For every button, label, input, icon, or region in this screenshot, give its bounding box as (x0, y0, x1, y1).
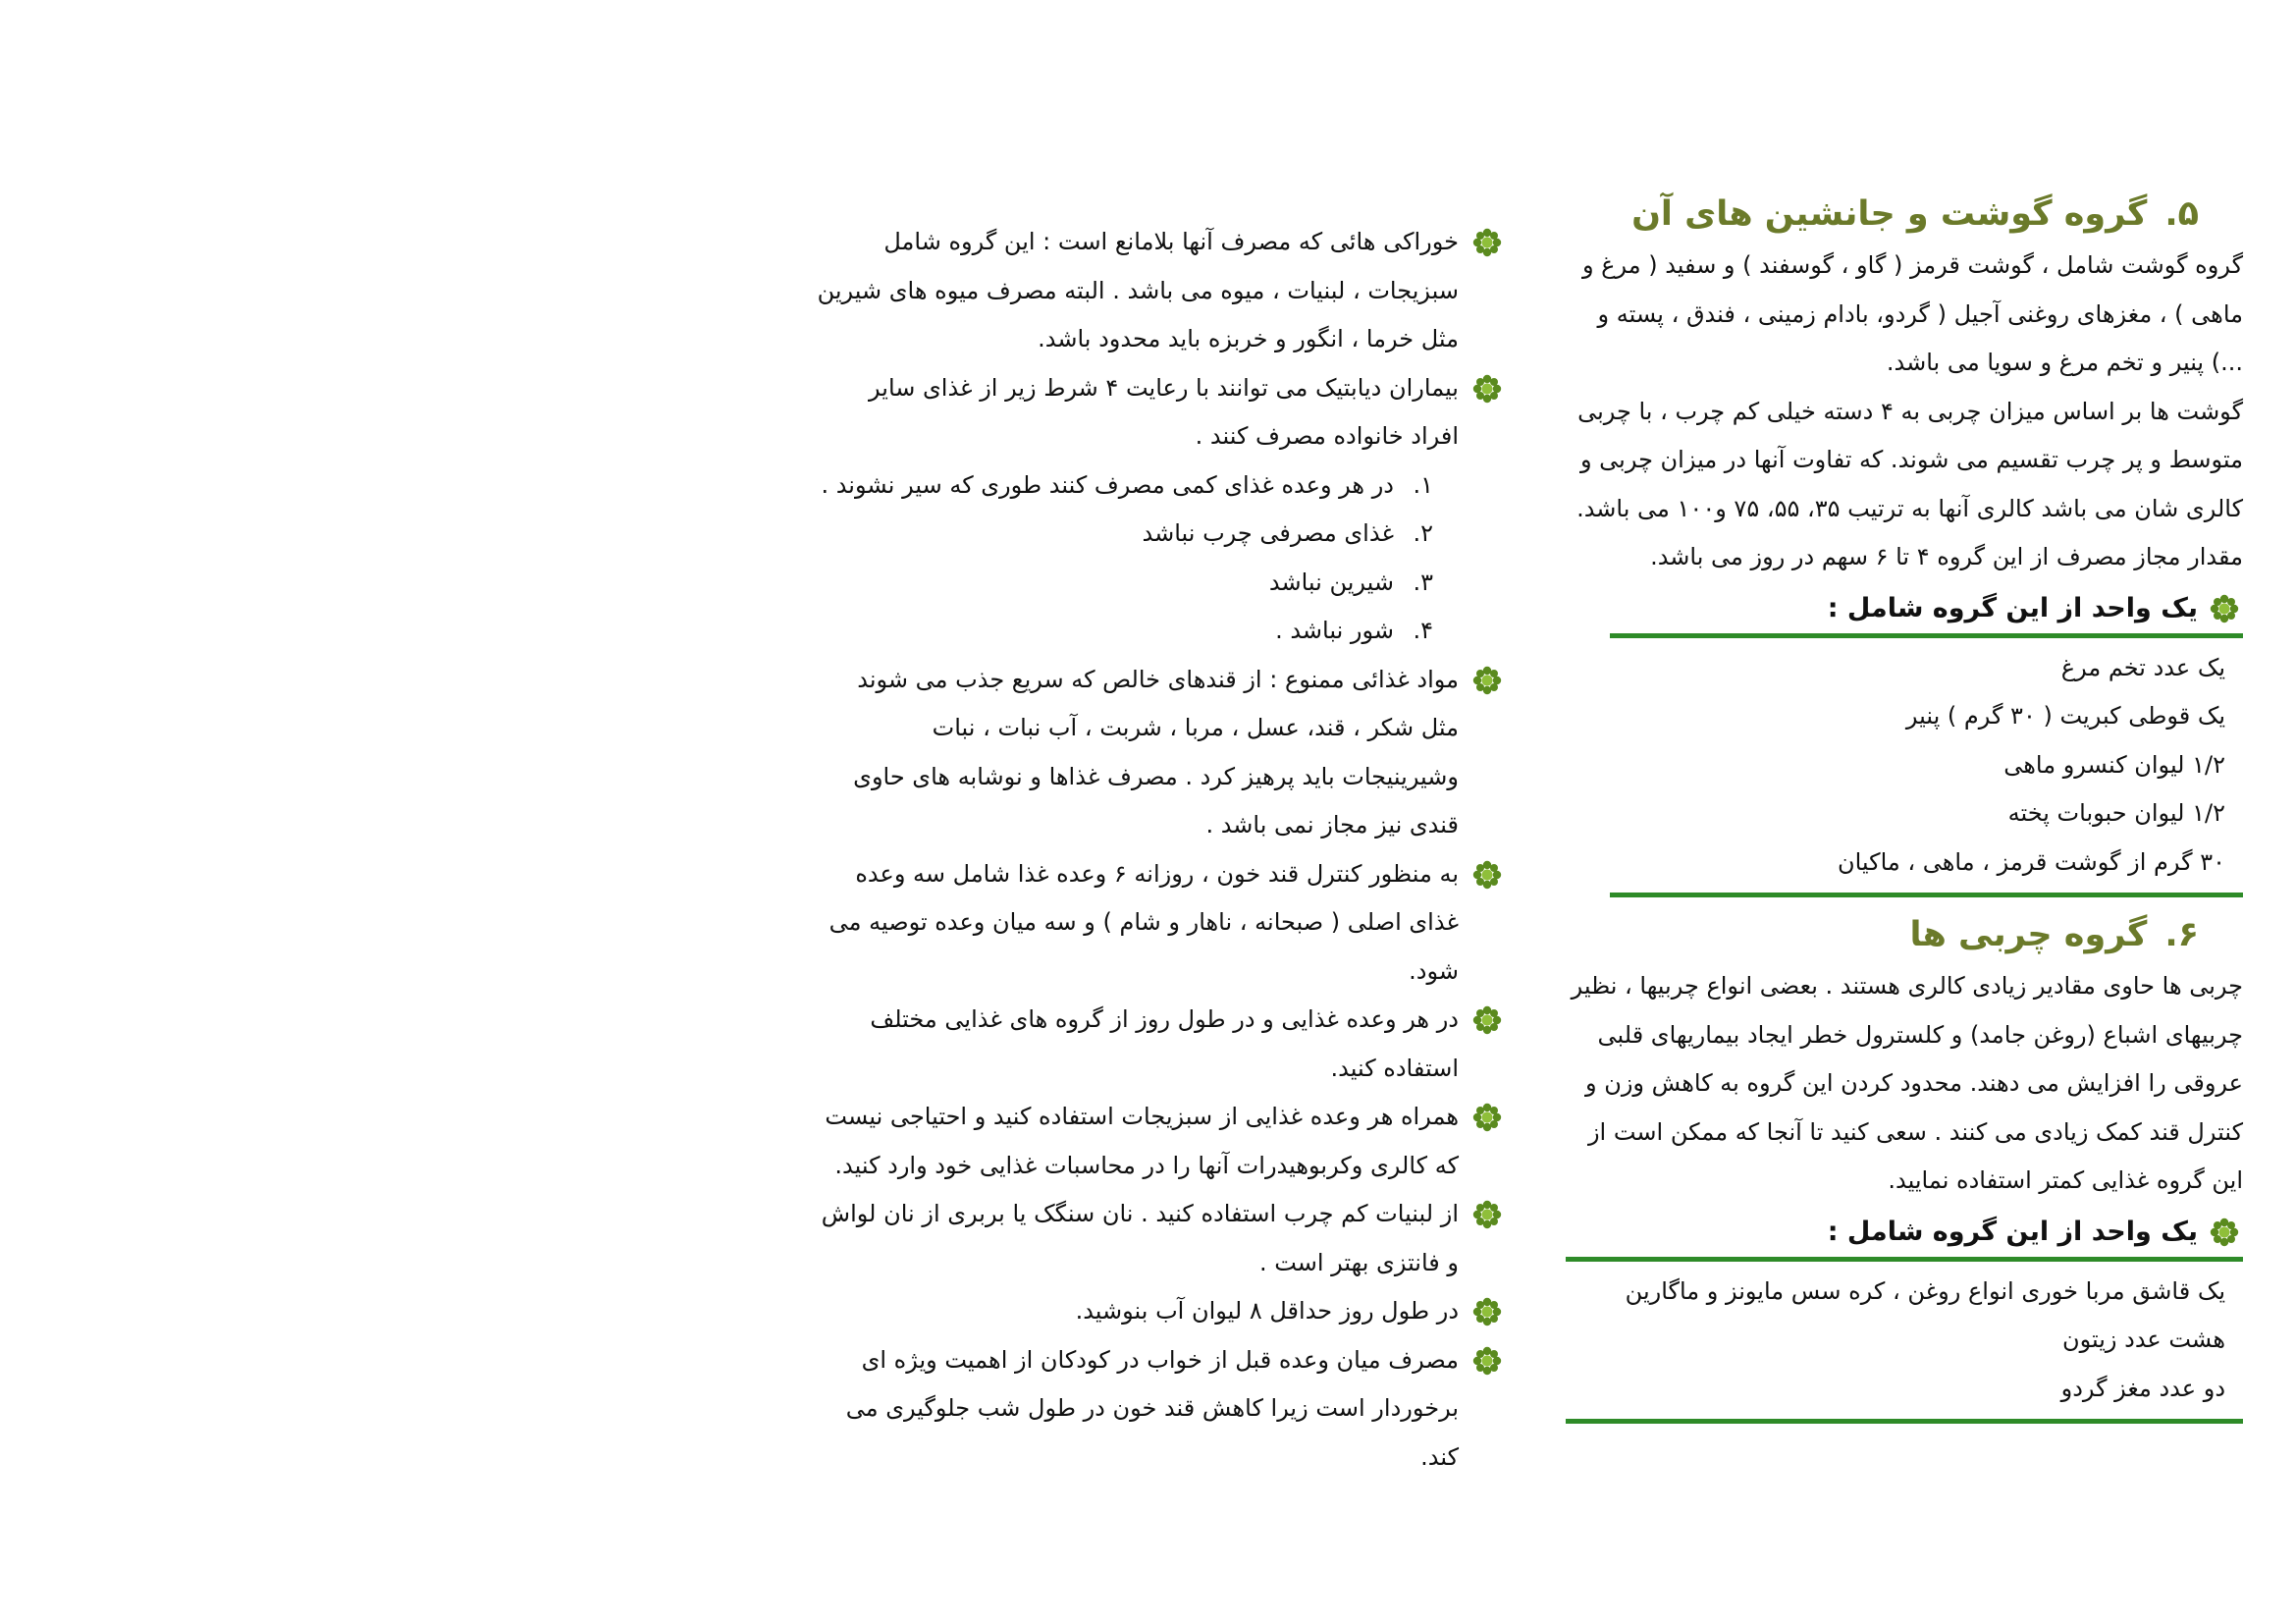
bullet-text: مواد غذائی ممنوع : از قندهای خالص که سریع جذب می شوند مثل شکر ، قند، عسل ، مربا ، شربت ، آب نبات ، نبات وشیرینیجات باید پرهیز کرد . مصرف غذاها و نوشابه های حاوی قندی نیز مجاز نمی باشد . (853, 665, 1459, 839)
green-flower-icon (1472, 1103, 1502, 1132)
bullet-text: همراه هر وعده غذایی از سبزیجات استفاده کنید و احتیاجی نیست که کالری وکربوهیدرات آنها را در محاسبات غذایی خود وارد کنید. (825, 1103, 1459, 1179)
green-flower-icon (1472, 666, 1502, 695)
list-item: یک قوطی کبریت ( ۳۰ گرم ) پنیر (1905, 702, 2225, 730)
section-5-heading (1566, 187, 2243, 242)
section-6-heading (1566, 907, 2243, 962)
unit-heading-text: یک واحد از این گروه شامل : (1827, 592, 2198, 623)
section-title: گروه چربی ها (1909, 915, 2148, 954)
bullet-text: خوراکی هائی که مصرف آنها بلامانع است : این گروه شامل سبزیجات ، لبنیات ، میوه می باشد . البته مصرف میوه های شیرین مثل خرما ، انگور و خربزه باید محدود باشد. (817, 228, 1459, 352)
green-flower-icon (1472, 374, 1502, 404)
bullet-text: به منظور کنترل قند خون ، روزانه ۶ وعده غذا شامل سه وعده غذای اصلی ( صبحانه ، ناهار و شام ) و سه میان وعده توصیه می شود. (828, 859, 1459, 985)
condition-item (815, 607, 1433, 656)
condition-item (815, 510, 1433, 559)
condition-text: غذای مصرفی چرب نباشد (1142, 519, 1394, 547)
bullet-item (815, 1336, 1502, 1483)
condition-item (815, 461, 1433, 511)
condition-text: شیرین نباشد (1268, 568, 1394, 596)
condition-number: ۱. (1413, 470, 1433, 499)
right-column (1566, 187, 2243, 1424)
green-flower-icon (1472, 1005, 1502, 1035)
green-flower-icon (2210, 1218, 2239, 1247)
divider (1566, 1419, 2243, 1424)
list-item: ۳۰ گرم از گوشت قرمز ، ماهی ، ماکیان (1837, 847, 2225, 876)
bullet-item (815, 850, 1502, 997)
list-item: ۱/۲ لیوان کنسرو ماهی (2003, 750, 2225, 779)
list-item: یک قاشق مربا خوری انواع روغن ، کره سس مایونز و ماگارین (1625, 1276, 2225, 1305)
unit-heading-text: یک واحد از این گروه شامل : (1827, 1216, 2198, 1247)
condition-number: ۴. (1413, 617, 1433, 644)
section-title: گروه گوشت و جانشین های آن (1631, 194, 2148, 234)
divider (1610, 893, 2243, 897)
bullet-item (815, 1190, 1502, 1287)
conditions-list (815, 461, 1502, 656)
green-flower-icon (1472, 860, 1502, 890)
list-item: دو عدد مغز گردو (2060, 1374, 2225, 1402)
bullet-text: در هر وعده غذایی و در طول روز از گروه های غذایی مختلف استفاده کنید. (870, 1005, 1459, 1082)
unit-heading (1566, 1208, 2243, 1257)
bullet-item (815, 1287, 1502, 1336)
green-flower-icon (1472, 1200, 1502, 1229)
bullet-item (815, 656, 1502, 850)
paragraph: چربی ها حاوی مقادیر زیادی کالری هستند . بعضی انواع چربیها ، نظیر چربیهای اشباع (روغن جامد) و کلسترول خطر ایجاد بیماریهای قلبی عروقی را افزایش می دهند. محدود کردن این گروه به کاهش وزن و کنترل قند کمک زیادی می کنند . سعی کنید تا آنجا که ممکن است از این گروه غذایی کمتر استفاده نمایید. (1571, 972, 2243, 1194)
paragraph: گوشت ها بر اساس میزان چربی به ۴ دسته خیلی کم چرب ، با چربی متوسط و پر چرب تقسیم می شوند. که تفاوت آنها در میزان چربی و کالری شان می باشد کالری آنها به ترتیب ۳۵، ۵۵، ۷۵ و۱۰۰ می باشد. مقدار مجاز مصرف از این گروه ۴ تا ۶ سهم در روز می باشد. (1576, 397, 2243, 570)
condition-number: ۳. (1413, 568, 1433, 596)
green-flower-icon (1472, 228, 1502, 257)
left-column (815, 218, 1502, 1482)
bullet-item (815, 218, 1502, 364)
unit-list (1566, 1262, 2243, 1420)
paragraph: گروه گوشت شامل ، گوشت قرمز ( گاو ، گوسفند ) و سفید ( مرغ و ماهی ) ، مغزهای روغنی آجیل ( گردو، بادام زمینی ، فندق ، پسته و ...) پنیر و تخم مرغ و سویا می باشد. (1581, 251, 2243, 376)
unit-heading (1566, 584, 2243, 633)
unit-list (1566, 638, 2243, 893)
bullet-item (815, 996, 1502, 1093)
bullet-text: مصرف میان وعده قبل از خواب در کودکان از اهمیت ویژه ای برخوردار است زیرا کاهش قند خون در طول شب جلوگیری می کند. (845, 1345, 1459, 1471)
condition-number: ۲. (1413, 519, 1433, 547)
bullet-text: بیماران دیابتیک می توانند با رعایت ۴ شرط زیر از غذای سایر افراد خانواده مصرف کنند . (869, 373, 1459, 450)
green-flower-icon (1472, 1297, 1502, 1326)
list-item: هشت عدد زیتون (2061, 1326, 2225, 1353)
condition-text: در هر وعده غذای کمی مصرف کنند طوری که سیر نشوند . (821, 470, 1394, 499)
bullet-item (815, 364, 1502, 461)
green-flower-icon (1472, 1346, 1502, 1376)
condition-text: شور نباشد . (1275, 617, 1394, 644)
section-number: ۵. (2164, 194, 2199, 234)
list-item: ۱/۲ لیوان حبوبات پخته (2007, 799, 2225, 827)
bullet-item (815, 1093, 1502, 1190)
condition-item (815, 559, 1433, 608)
green-flower-icon (2210, 594, 2239, 623)
bullet-text: از لبنیات کم چرب استفاده کنید . نان سنگک یا بربری از نان لواش و فانتزی بهتر است . (821, 1200, 1459, 1276)
section-number: ۶. (2164, 915, 2199, 954)
list-item: یک عدد تخم مرغ (2060, 653, 2225, 681)
bullet-text: در طول روز حداقل ۸ لیوان آب بنوشید. (1075, 1297, 1459, 1325)
